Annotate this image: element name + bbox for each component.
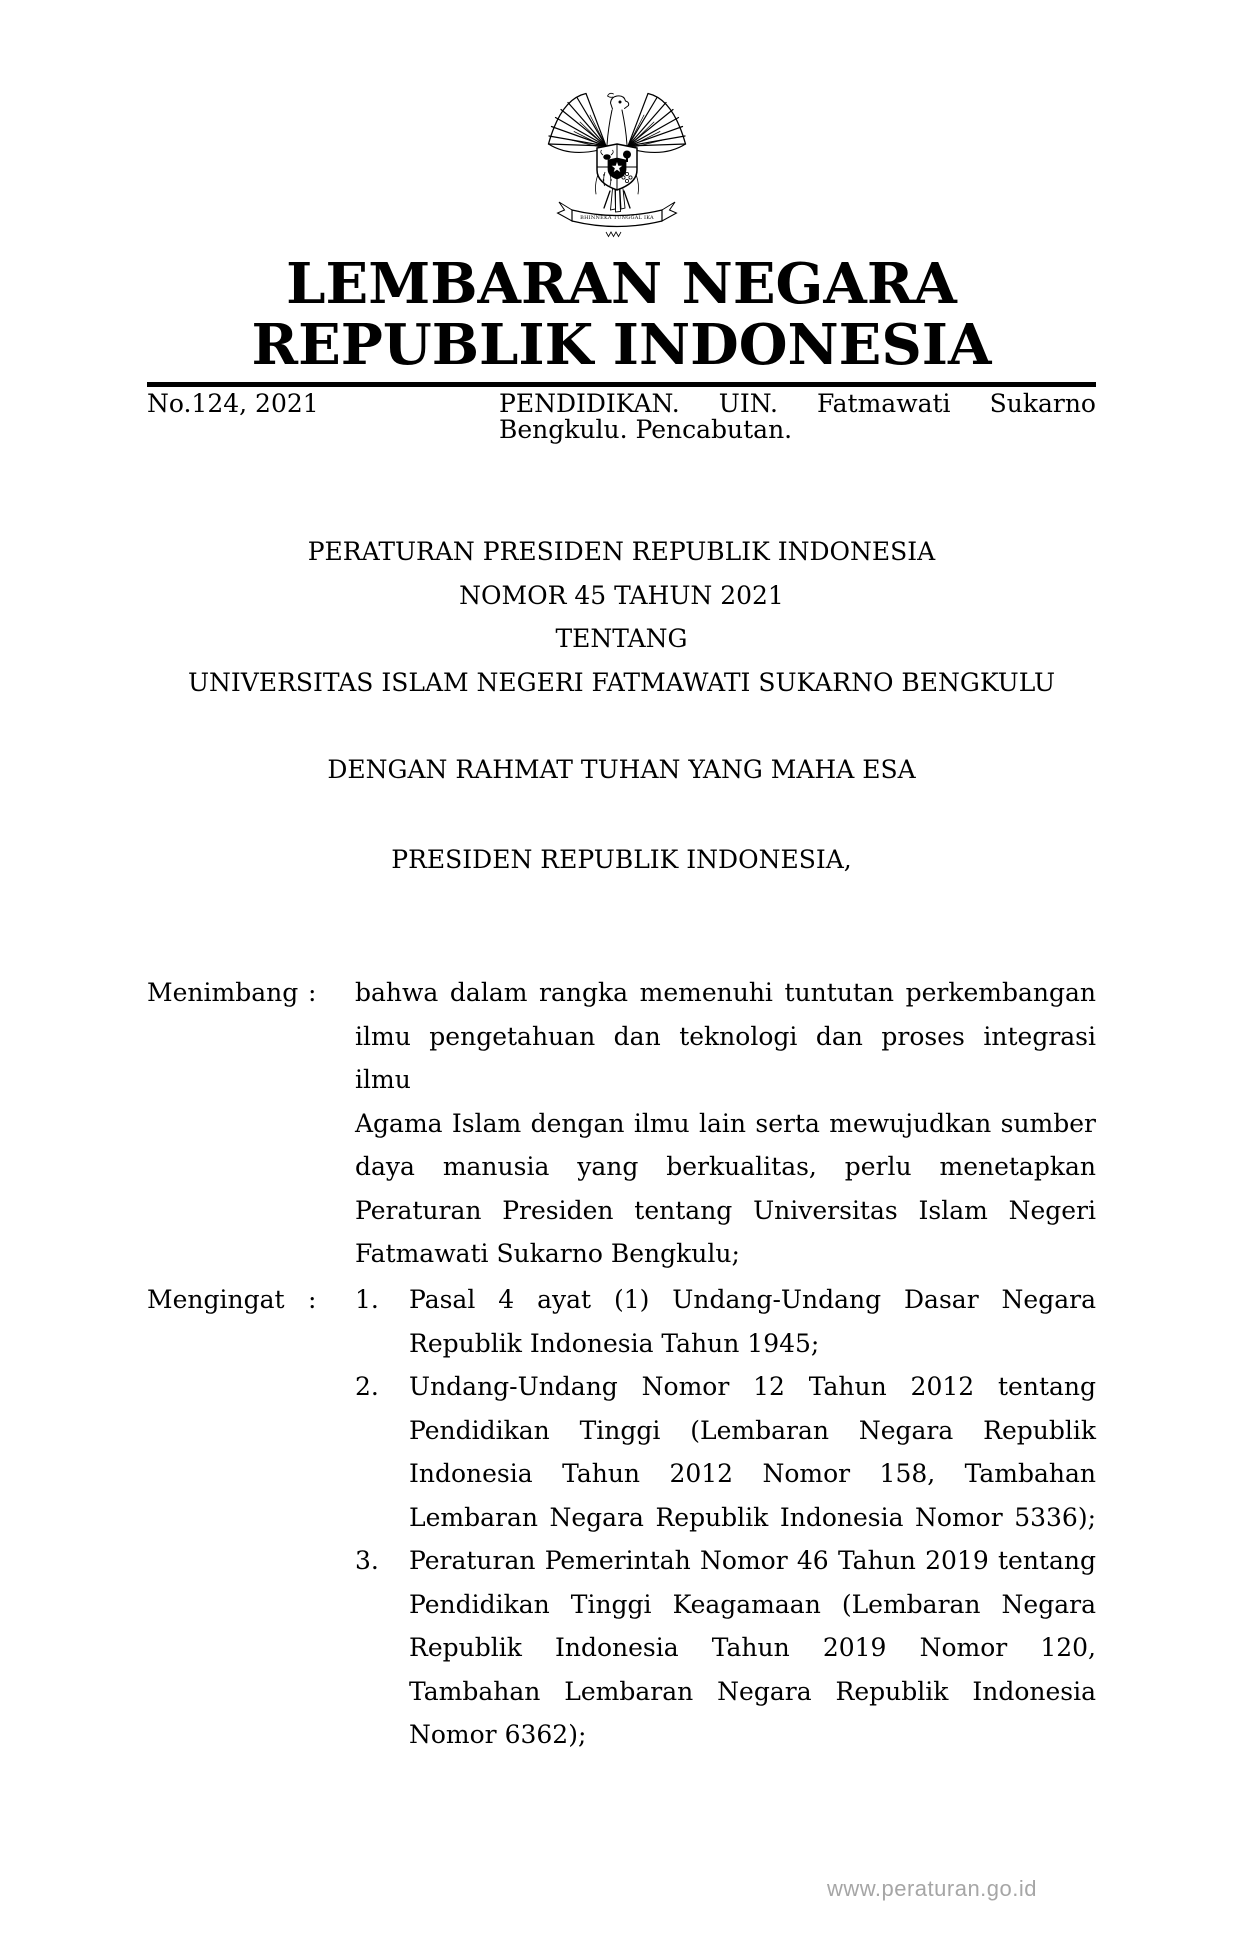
text-line: Agama Islam dengan ilmu lain serta mewujudkan sumber xyxy=(355,1108,1096,1138)
text-line: Indonesia Tahun 2012 Nomor 158, Tambahan xyxy=(409,1459,1096,1488)
menimbang-text xyxy=(355,971,1096,1276)
text-line: Republik Indonesia Tahun 2019 Nomor 120, xyxy=(409,1633,1096,1662)
text-line: ilmu pengetahuan dan teknologi dan proses integrasi ilmu xyxy=(355,1021,1096,1094)
issue-number: No.124, 2021 xyxy=(147,389,319,418)
authority-line: PRESIDEN REPUBLIK INDONESIA, xyxy=(391,845,852,874)
item-number: 3. xyxy=(355,1546,379,1575)
emblem-motto-text: BHINNEKA TUNGGAL IKA xyxy=(580,215,654,221)
text-line: Nomor 6362); xyxy=(409,1720,587,1749)
item-number: 2. xyxy=(355,1372,379,1401)
text-line: Pendidikan Tinggi Keagamaan (Lembaran Negara xyxy=(409,1589,1096,1619)
issue-subject-line: Bengkulu. Pencabutan. xyxy=(499,415,793,444)
footer-website: www.peraturan.go.id xyxy=(826,1876,1037,1901)
text-line: Lembaran Negara Republik Indonesia Nomor 5336); xyxy=(409,1502,1096,1532)
item-text xyxy=(409,1365,1096,1539)
masthead-title-line1: LEMBARAN NEGARA xyxy=(286,251,957,317)
legal-item xyxy=(355,1278,1096,1365)
text-line: Undang-Undang Nomor 12 Tahun 2012 tentang xyxy=(409,1372,1096,1401)
garuda-pancasila-icon xyxy=(542,84,692,244)
menimbang-colon: : xyxy=(308,978,317,1007)
text-line: Pasal 4 ayat (1) Undang-Undang Dasar Negara xyxy=(409,1285,1096,1314)
heading-tentang: TENTANG xyxy=(555,624,688,653)
text-line: Republik Indonesia Tahun 1945; xyxy=(409,1328,820,1358)
legal-item xyxy=(355,1365,1096,1539)
item-text xyxy=(409,1539,1096,1757)
menimbang-section xyxy=(147,971,1096,1276)
text-line: Fatmawati Sukarno Bengkulu; xyxy=(355,1239,740,1268)
menimbang-label: Menimbang xyxy=(147,978,299,1007)
item-number: 1. xyxy=(355,1285,379,1314)
garuda-pancasila-emblem xyxy=(542,84,692,244)
regulation-headings xyxy=(147,530,1096,704)
masthead-divider-rule xyxy=(147,382,1096,387)
issue-row xyxy=(147,391,1096,443)
issue-subject xyxy=(499,391,1096,443)
text-line: Peraturan Presiden tentang Universitas Islam Negeri xyxy=(355,1195,1096,1225)
text-line: daya manusia yang berkualitas, perlu menetapkan xyxy=(355,1152,1096,1181)
mengingat-section xyxy=(147,1278,1096,1757)
heading-regulation-number: NOMOR 45 TAHUN 2021 xyxy=(459,580,784,610)
mengingat-colon: : xyxy=(308,1285,317,1314)
heading-regulation-title: PERATURAN PRESIDEN REPUBLIK INDONESIA xyxy=(307,537,936,566)
masthead-title-line2: REPUBLIK INDONESIA xyxy=(251,312,992,378)
text-line: Tambahan Lembaran Negara Republik Indonesia xyxy=(409,1676,1096,1706)
mengingat-label: Mengingat xyxy=(147,1285,285,1314)
item-text xyxy=(409,1278,1096,1365)
legal-item xyxy=(355,1539,1096,1757)
masthead xyxy=(147,251,1096,378)
issue-subject-line: PENDIDIKAN. UIN. Fatmawati Sukarno xyxy=(499,389,1096,418)
text-line: Peraturan Pemerintah Nomor 46 Tahun 2019 tentang xyxy=(409,1546,1096,1575)
invocation-line: DENGAN RAHMAT TUHAN YANG MAHA ESA xyxy=(327,755,916,784)
heading-regulation-subject: UNIVERSITAS ISLAM NEGERI FATMAWATI SUKARNO BENGKULU xyxy=(187,667,1056,697)
text-line: bahwa dalam rangka memenuhi tuntutan perkembangan xyxy=(355,978,1096,1007)
mengingat-items xyxy=(355,1278,1096,1757)
text-line: Pendidikan Tinggi (Lembaran Negara Republik xyxy=(409,1415,1096,1445)
